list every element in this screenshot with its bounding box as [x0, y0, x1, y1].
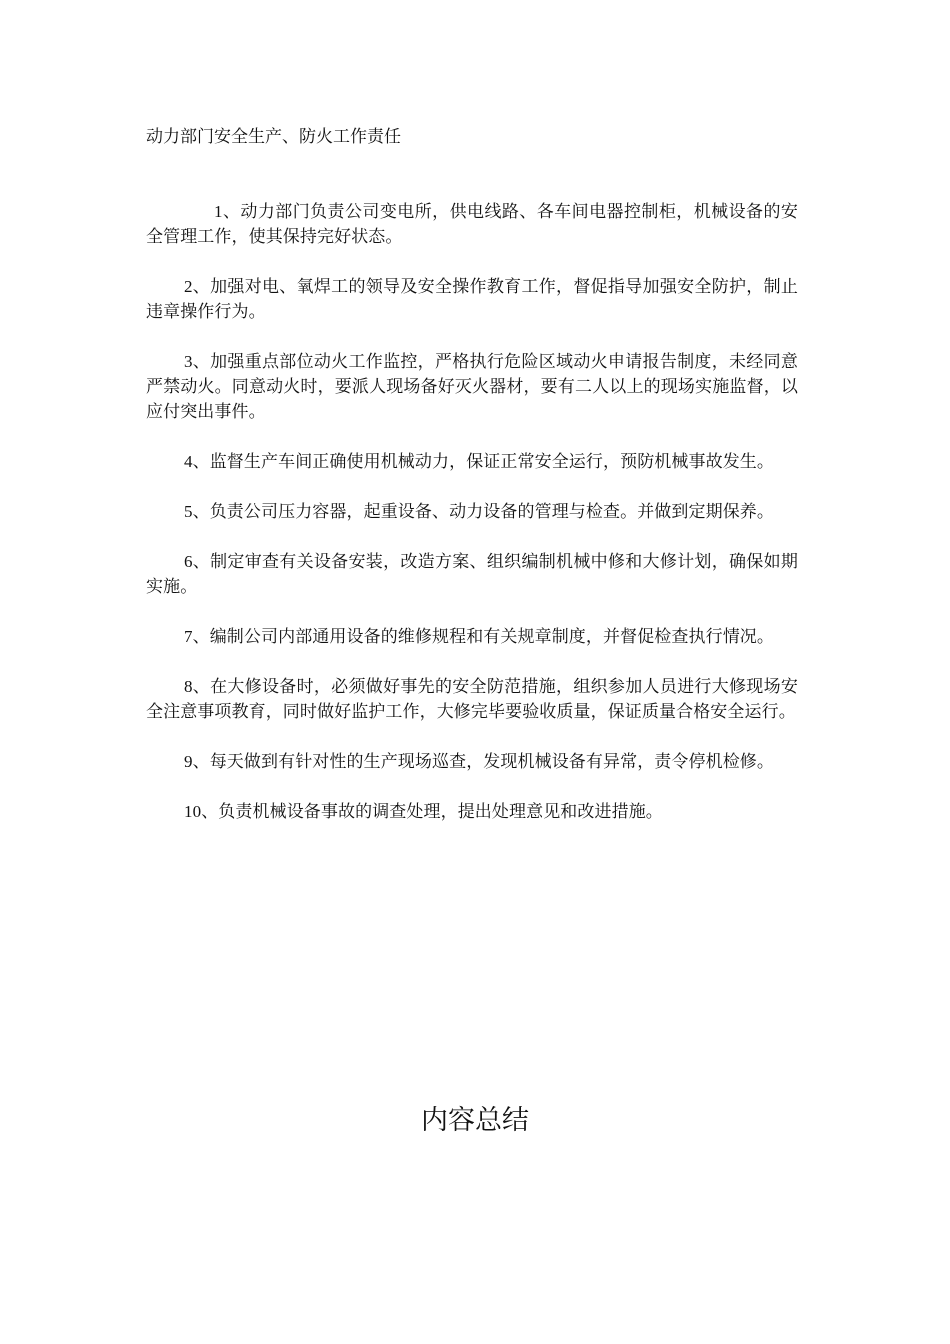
item-text: 、在大修设备时，必须做好事先的安全防范措施，组织参加人员进行大修现场安全注意事项教育，同时做好监护工作，大修完毕要验收质量，保证质量合格安全运行。: [146, 677, 798, 722]
document-title: 动力部门安全生产、防火工作责任: [146, 127, 401, 147]
item-number: 4: [184, 452, 193, 471]
list-item: [146, 749, 798, 775]
item-number: 6: [184, 552, 193, 571]
item-number: 2: [184, 277, 193, 296]
item-number: 1: [214, 202, 223, 221]
list-item: [146, 799, 798, 825]
item-number: 7: [184, 627, 193, 646]
list-item: [146, 449, 798, 475]
list-item: [146, 549, 798, 600]
summary-heading: 内容总结: [421, 1105, 529, 1136]
item-text: 、负责机械设备事故的调查处理，提出处理意见和改进措施。: [201, 802, 663, 822]
item-text: 、加强对电、氧焊工的领导及安全操作教育工作，督促指导加强安全防护，制止违章操作行为。: [146, 277, 798, 322]
item-number: 3: [184, 352, 193, 371]
item-text: 、动力部门负责公司变电所，供电线路、各车间电器控制柜，机械设备的安全管理工作，使其保持完好状态。: [146, 202, 798, 247]
list-item: [146, 274, 798, 325]
item-number: 8: [184, 677, 193, 696]
list-item: [146, 499, 798, 525]
item-text: 、编制公司内部通用设备的维修规程和有关规章制度，并督促检查执行情况。: [192, 627, 775, 647]
item-number: 5: [184, 502, 193, 521]
list-item: [146, 349, 798, 425]
responsibility-list: [146, 199, 798, 849]
list-item: [146, 624, 798, 650]
item-number: 10: [184, 802, 202, 821]
item-text: 、每天做到有针对性的生产现场巡查，发现机械设备有异常，责令停机检修。: [192, 752, 775, 772]
list-item: [146, 199, 798, 250]
item-text: 、监督生产车间正确使用机械动力，保证正常安全运行，预防机械事故发生。: [192, 452, 775, 472]
item-text: 、负责公司压力容器，起重设备、动力设备的管理与检查。并做到定期保养。: [192, 502, 775, 522]
list-item: [146, 674, 798, 725]
item-number: 9: [184, 752, 193, 771]
item-text: 、加强重点部位动火工作监控，严格执行危险区域动火申请报告制度，未经同意严禁动火。同意动火时，要派人现场备好灭火器材，要有二人以上的现场实施监督，以应付突出事件。: [146, 352, 798, 422]
item-text: 、制定审查有关设备安装，改造方案、组织编制机械中修和大修计划，确保如期实施。: [146, 552, 798, 597]
